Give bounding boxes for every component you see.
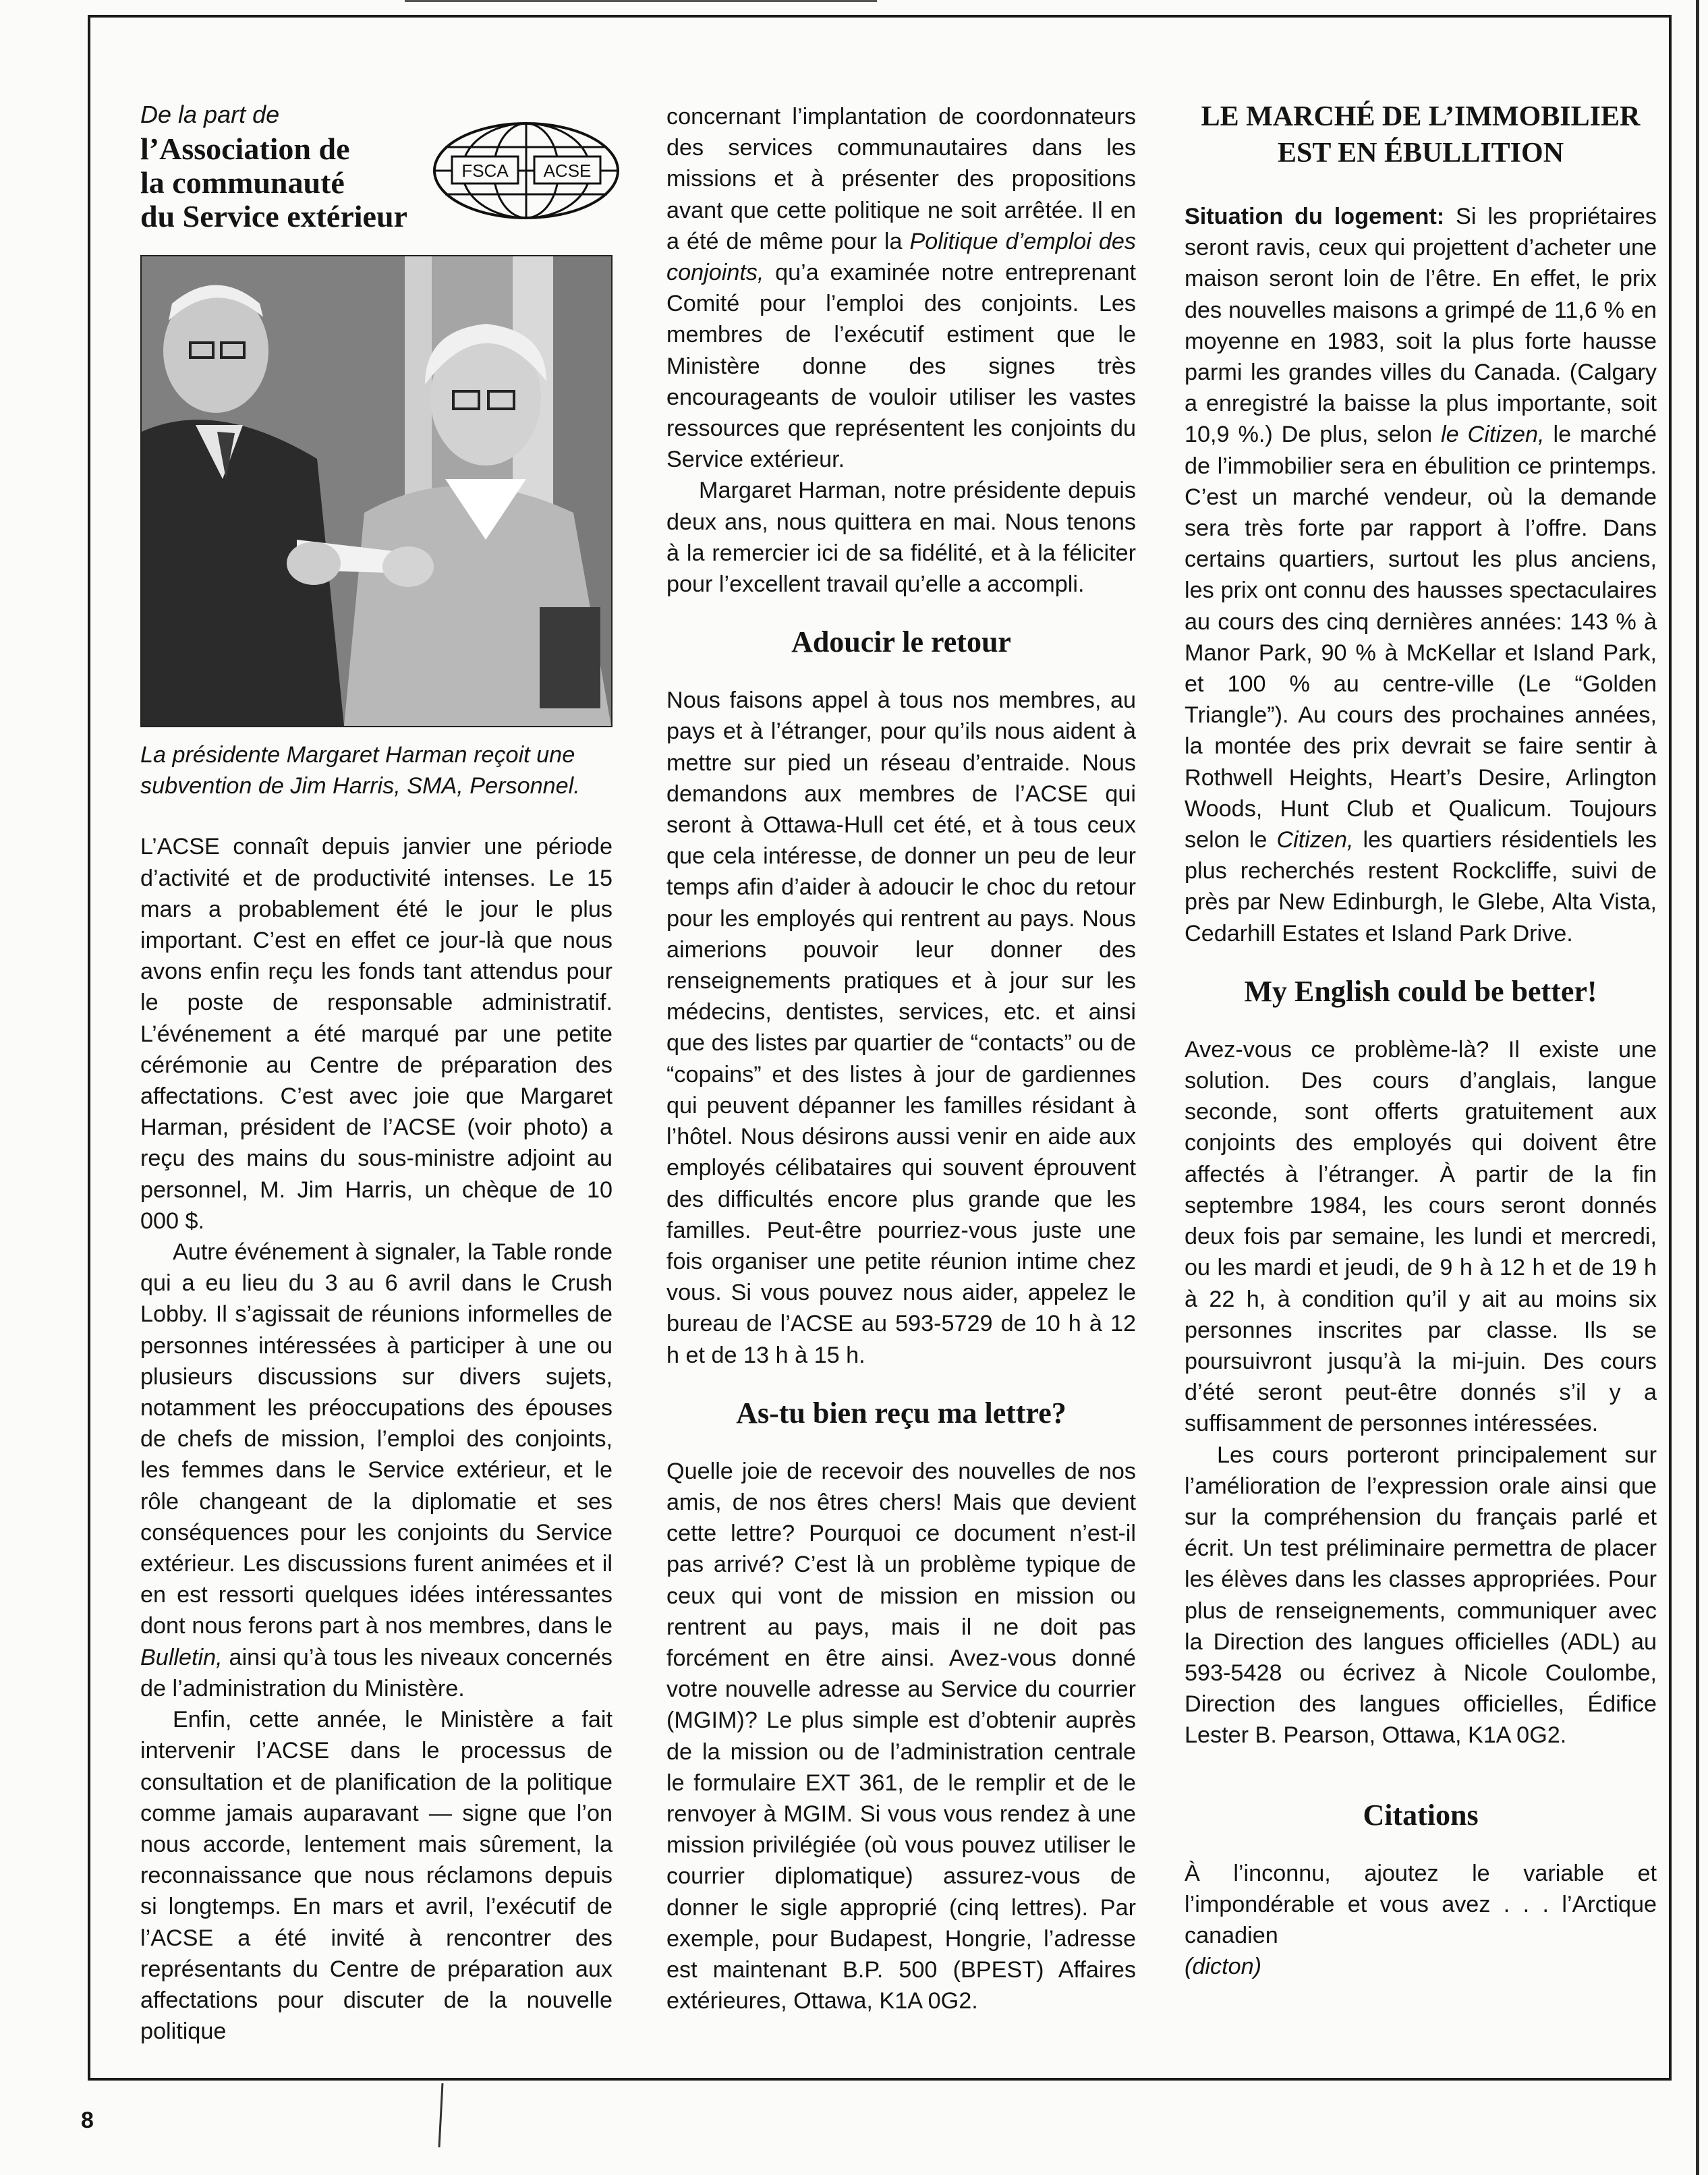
article-paragraph: L’ACSE connaît depuis janvier une période d’activité et de productivité intenses. Le 15 mars a probablement été le jour le plus important. C’est en effet ce jour-là que nous avons enfin reçu les fonds tant attendus pour le poste de responsable administratif. L’événement a été marqué par une petite cérémonie au Centre de préparation des affectations. C’est avec joie que Margaret Harman, président de l’ACSE (voir photo) a reçu des mains du sous-ministre adjoint au personnel, M. Jim Harris, un chèque de 10 000 $. <box>140 834 613 1234</box>
column-right <box>1185 101 1657 1982</box>
ceremony-photo <box>140 255 613 727</box>
citation-quote: À l’inconnu, ajoutez le variable et l’impondérable et vous avez . . . l’Arctique canadien <box>1185 1860 1657 1948</box>
logo-acse-text: ACSE <box>543 161 592 181</box>
newspaper-name: le Citizen, <box>1441 422 1545 448</box>
photo-illustration <box>142 256 611 726</box>
article-paragraph: Enfin, cette année, le Ministère a fait intervenir l’ACSE dans le processus de consultation et de planification de la politique comme jamais auparavant — signe que l’on nous accorde, lentement mais sûrement, la reconnaissance que nous réclamons depuis si longtemps. En mars et avril, l’exécutif de l’ACSE a été invité à rencontrer des représentants du Centre de préparation aux affectations pour discuter de la nouvelle politique <box>140 1707 613 2045</box>
section-heading-english: My English could be better! <box>1244 974 1597 1008</box>
association-title-line: l’Association de <box>140 132 350 166</box>
association-title-line: du Service extérieur <box>140 199 407 233</box>
text-run: qu’a examinée notre entreprenant Comité pour l’emploi des conjoints. Les membres de l’exécutif estiment que le Ministère donne des signes très encourageants de vouloir utiliser les vastes ressources que représentent les conjoints du Service extérieur. <box>666 260 1136 473</box>
section-heading-marche <box>1185 98 1657 171</box>
text-run: concernant l’implantation de coordonnateurs des services communautaires dans les missions et à présenter des propositions avant que cette politique ne soit arrêtée. Il en a été de même pour la <box>666 104 1136 254</box>
association-title-line: la communauté <box>140 165 345 200</box>
citation-source: (dicton) <box>1185 1954 1261 1980</box>
text-run: Autre événement à signaler, la Table ronde qui a eu lieu du 3 au 6 avril dans le Crush Lobby. Il s’agissait de réunions informelles de personnes intéressées à participer à une ou plusieurs discussions sur divers sujets, notamment les préoccupations des épouses de chefs de mission, l’emploi des conjoints, les femmes dans le Service extérieur, et le rôle changeant de la diplomatie et ses conséquences pour les conjoints du Service extérieur. Les discussions furent animées et il en est ressorti quelques idées intéressantes dont nous ferons part à nos membres, dans le <box>140 1239 613 1639</box>
bulletin-title: Bulletin, <box>140 1644 223 1670</box>
logo-fsca-text: FSCA <box>461 161 509 181</box>
scan-mark <box>438 2083 444 2147</box>
intro-line: De la part de <box>140 101 280 128</box>
scan-edge-mark <box>405 0 877 2</box>
article-paragraph: Les cours porteront principalement sur l’amélioration de l’expression orale ainsi que sur la compréhension du français parlé et écrit. Un test préliminaire permettra de placer les élèves dans les classes appropriées. Pour plus de renseignements, communiquer avec la Direction des langues officielles (ADL) au 593-5428 ou écrivez à Nicole Coulombe, Direction des langues officielles, Édifice Lester B. Pearson, Ottawa, K1A 0G2. <box>1185 1442 1657 1749</box>
heading-line: EST EN ÉBULLITION <box>1277 138 1564 169</box>
section-heading-citations: Citations <box>1363 1798 1479 1832</box>
article-paragraph <box>140 1237 613 1704</box>
article-paragraph: Margaret Harman, notre présidente depuis deux ans, nous quittera en mai. Nous tenons à la remercier ici de sa fidélité, et à la féliciter pour l’excellent travail qu’elle a accompli. <box>666 478 1136 598</box>
lead-in: Situation du logement: <box>1185 204 1445 229</box>
article-paragraph <box>1185 201 1657 949</box>
fsca-acse-globe-logo <box>432 120 621 221</box>
photo-caption: La présidente Margaret Harman reçoit une subvention de Jim Harris, SMA, Personnel. <box>140 742 580 799</box>
article-paragraph <box>666 101 1136 475</box>
column-left <box>140 101 613 2047</box>
association-header <box>140 101 613 255</box>
right-edge-rule <box>1696 0 1699 2175</box>
article-paragraph: Avez-vous ce problème-là? Il existe une solution. Des cours d’anglais, langue seconde, sont offerts gratuitement aux conjoints des employés qui doivent être affectés à l’étranger. À partir de la fin septembre 1984, les cours seront donnés deux fois par semaine, les lundi et mercredi, ou les mardi et jeudi, de 9 h à 12 h et de 19 h à 22 h, à condition qu’il y ait au moins six personnes inscrites par classe. Ils se poursuivront jusqu’à la mi-juin. Des cours d’été seront peut-être donnés s’il y a suffisamment de personnes intéressées. <box>1185 1036 1657 1437</box>
text-run: les quartiers résidentiels les plus recherchés restent Rockcliffe, suivi de près par New Edinburgh, le Glebe, Alta Vista, Cedarhill Estates et Island Park Drive. <box>1185 827 1657 947</box>
policy-title: Politique d’emploi des conjoints, <box>666 228 1137 286</box>
heading-line: LE MARCHÉ DE L’IMMOBILIER <box>1201 101 1641 132</box>
article-paragraph: Nous faisons appel à tous nos membres, au pays et à l’étranger, pour qu’ils nous aident à mettre sur pied un réseau d’entraide. Nous demandons aux membres de l’ACSE qui seront à Ottawa-Hull cet été, et à tous ceux que cela intéresse, de donner un peu de leur temps afin d’aider à adoucir le choc du retour pour les employés qui rentrent au pays. Nous aimerions pouvoir leur donner des renseignements pratiques et à jour sur les médecins, dentistes, services, etc. et ainsi que des listes par quartier de “contacts” ou de “copains” et des listes à jour de gardiennes qui peuvent dépanner les familles résidant à l’hôtel. Nous désirons aussi venir en aide aux employés célibataires qui souvent éprouvent des difficultés encore plus grande que les familles. Peut-être pourriez-vous juste une fois organiser une petite réunion intime chez vous. Si vous pouvez nous aider, appelez le bureau de l’ACSE au 593-5729 de 10 h à 12 h et de 13 h à 15 h. <box>666 687 1136 1368</box>
section-heading-adoucir: Adoucir le retour <box>791 625 1011 659</box>
article-paragraph: Quelle joie de recevoir des nouvelles de nos amis, de nos êtres chers! Mais que devient cette lettre? Pourquoi ce document n’est-il pas arrivé? C’est là un problème typique de ceux qui vont de mission en mission ou rentrent au pays, mais il ne doit pas forcément en être ainsi. Avez-vous donné votre nouvelle adresse au Service du courrier (MGIM)? Le plus simple est d’obtenir auprès de la mission ou de l’administration centrale le formulaire EXT 361, de le remplir et de le renvoyer à MGIM. Si vous vous rendez à une mission privilégiée (où vous pouvez utiliser le courrier diplomatique) assurez-vous de donner le sigle approprié (cinq lettres). Par exemple, pour Budapest, Hongrie, l’adresse est maintenant B.P. 500 (BPEST) Affaires extérieures, Ottawa, K1A 0G2. <box>666 1458 1136 2014</box>
text-run: Si les propriétaires seront ravis, ceux qui projettent d’acheter une maison seront loin de l’être. En effet, le prix des nouvelles maisons a grimpé de 11,6 % en moyenne en 1983, soit la plus forte hausse parmi les grandes villes du Canada. (Calgary a enregistré la baisse la plus importante, soit 10,9 %.) De plus, selon <box>1185 204 1657 448</box>
section-heading-lettre: As-tu bien reçu ma lettre? <box>736 1396 1066 1430</box>
page-number: 8 <box>81 2108 94 2133</box>
column-middle <box>666 101 1136 2016</box>
newspaper-name: Citizen, <box>1276 827 1354 853</box>
text-run: le marché de l’immobilier sera en ébulition ce printemps. C’est un marché vendeur, où la demande sera très forte par rapport à l’offre. Dans certains quartiers, surtout les plus anciens, les prix ont connu des hausses spectaculaires au cours des cinq dernières années: 143 % à Manor Park, 90 % à McKellar et Island Park, et 100 % au centre-ville (Le “Golden Triangle”). Au cours des prochaines années, la montée des prix devrait se faire sentir à Rothwell Heights, Heart’s Desire, Arlington Woods, Hunt Club et Qualicum. Toujours selon le <box>1185 422 1657 853</box>
text-run: ainsi qu’à tous les niveaux concernés de l’administration du Ministère. <box>140 1644 613 1701</box>
